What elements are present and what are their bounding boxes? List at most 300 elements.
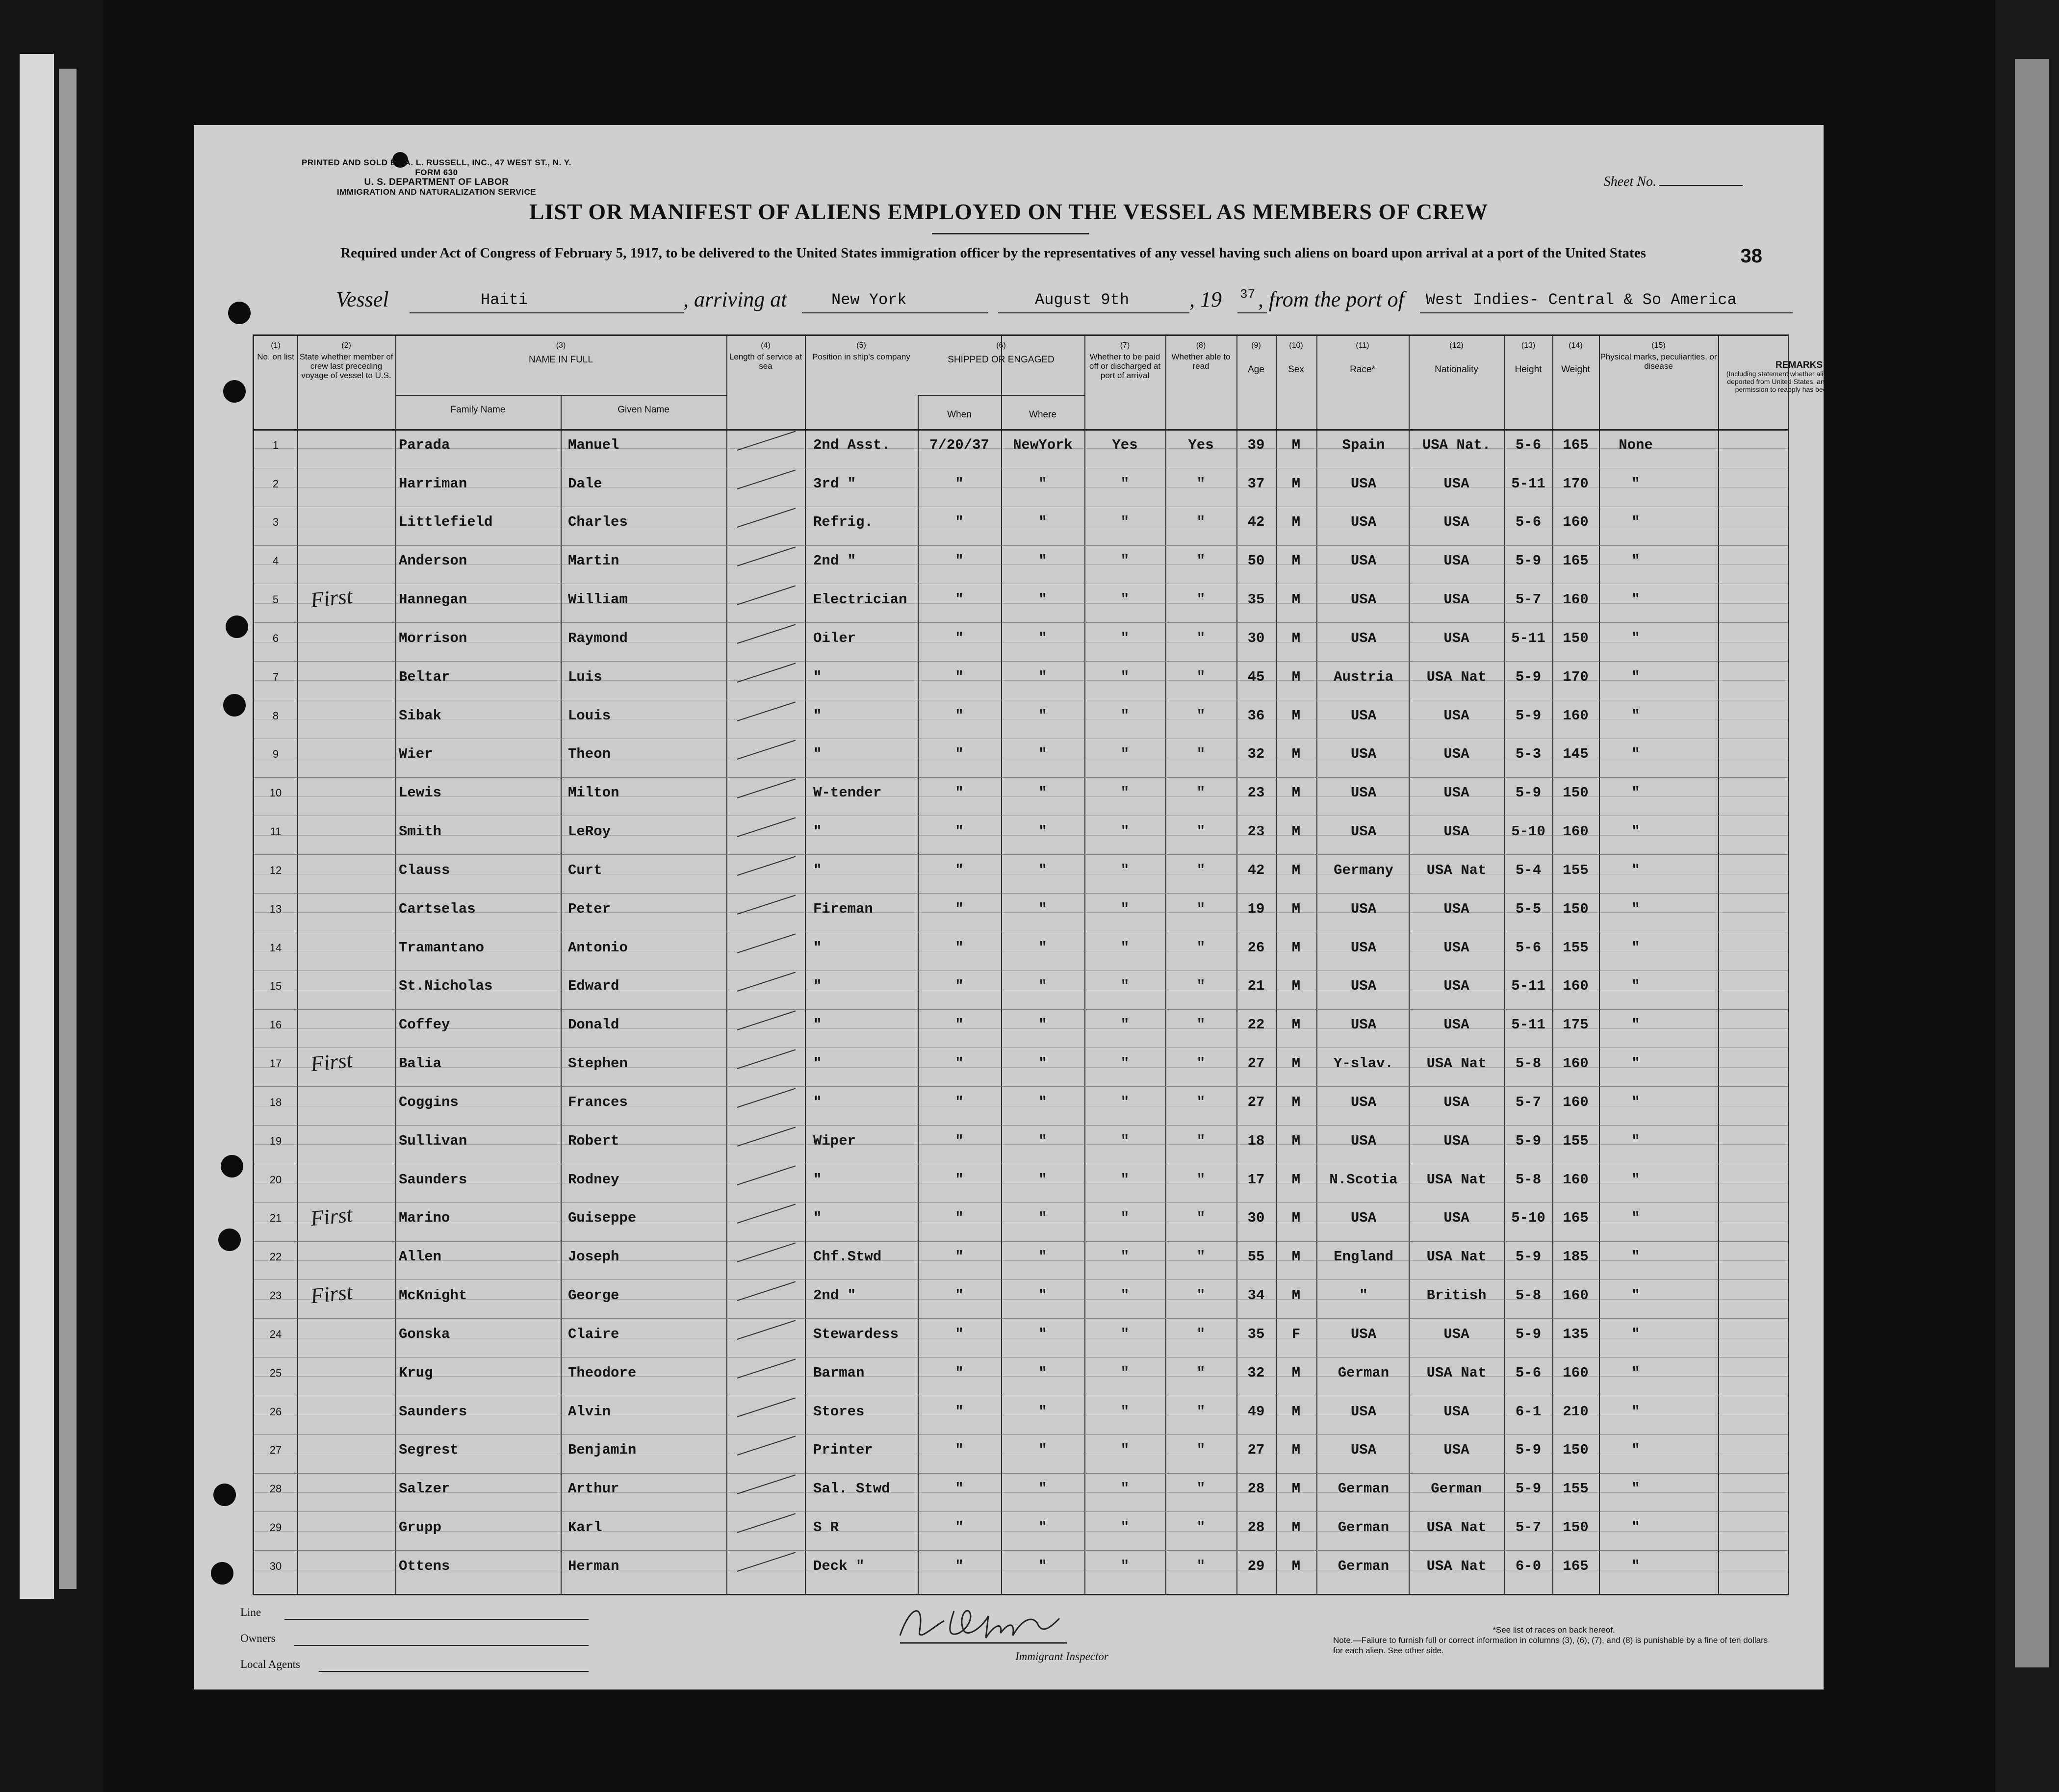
punch-hole bbox=[223, 694, 246, 717]
cell-given: Edward bbox=[568, 978, 619, 995]
cell-no: 23 bbox=[269, 1289, 282, 1302]
arriving-label: , arriving at bbox=[683, 287, 787, 311]
service-length-mark bbox=[737, 895, 796, 915]
cell-race: USA bbox=[1350, 630, 1377, 646]
cell-weight: 165 bbox=[1563, 553, 1589, 569]
cell-no: 10 bbox=[269, 787, 282, 799]
cell-weight: 160 bbox=[1563, 1287, 1589, 1304]
row-rule bbox=[254, 1125, 1788, 1126]
service-length-mark bbox=[737, 663, 796, 683]
cell-marks: " bbox=[1631, 553, 1640, 569]
cell-family: Balia bbox=[399, 1055, 442, 1072]
inspector-signature bbox=[890, 1596, 1077, 1650]
cell-paid: " bbox=[1120, 978, 1130, 995]
cell-paid: " bbox=[1120, 1326, 1130, 1342]
cell-nationality: USA bbox=[1443, 553, 1469, 569]
cell-height: 5-9 bbox=[1515, 1442, 1542, 1459]
cell-no: 30 bbox=[269, 1560, 282, 1572]
row-rule bbox=[254, 777, 1788, 778]
cell-position: " bbox=[813, 1017, 822, 1033]
line-field: Line bbox=[240, 1606, 261, 1619]
cell-marks: " bbox=[1631, 785, 1640, 801]
cell-height: 5-9 bbox=[1515, 668, 1542, 685]
cell-height: 5-9 bbox=[1515, 707, 1542, 724]
cell-when: " bbox=[955, 823, 964, 840]
cell-read: " bbox=[1196, 707, 1206, 724]
cell-paid: " bbox=[1120, 553, 1130, 569]
cell-nationality: USA Nat bbox=[1426, 1364, 1487, 1381]
service-length-mark bbox=[737, 1397, 796, 1417]
cell-read: " bbox=[1196, 1558, 1206, 1574]
cell-height: 5-7 bbox=[1515, 1094, 1542, 1110]
cell-paid: " bbox=[1120, 785, 1130, 801]
cell-weight: 155 bbox=[1563, 1481, 1589, 1497]
cell-weight: 150 bbox=[1563, 1442, 1589, 1459]
cell-race: Austria bbox=[1334, 668, 1393, 685]
cell-height: 5-6 bbox=[1515, 514, 1542, 531]
page-title: LIST OR MANIFEST OF ALIENS EMPLOYED ON THE VESSEL AS MEMBERS OF CREW bbox=[529, 199, 1489, 224]
cell-no: 7 bbox=[272, 670, 279, 683]
prior-voyage-annotation: First bbox=[309, 584, 354, 613]
cell-marks: " bbox=[1631, 1519, 1640, 1536]
cell-race: Germany bbox=[1334, 862, 1393, 878]
cell-weight: 160 bbox=[1563, 978, 1589, 995]
cell-paid: " bbox=[1120, 900, 1130, 917]
cell-when: " bbox=[955, 1094, 964, 1110]
cell-when: " bbox=[955, 1055, 964, 1072]
cell-where: " bbox=[1038, 668, 1047, 685]
cell-height: 5-10 bbox=[1511, 823, 1545, 840]
cell-marks: " bbox=[1631, 978, 1640, 995]
cell-where: " bbox=[1038, 1403, 1047, 1420]
cell-position: 2nd Asst. bbox=[813, 436, 890, 453]
cell-where: " bbox=[1038, 1519, 1047, 1536]
cell-family: Gonska bbox=[399, 1326, 450, 1342]
cell-age: 35 bbox=[1247, 1326, 1265, 1342]
arrival-year: 37 bbox=[1240, 287, 1256, 302]
cell-race: USA bbox=[1350, 1326, 1377, 1342]
row-rule bbox=[254, 893, 1788, 894]
cell-paid: " bbox=[1120, 1171, 1130, 1188]
cell-weight: 155 bbox=[1563, 862, 1589, 878]
crew-manifest-table bbox=[253, 334, 1872, 1595]
cell-read: " bbox=[1196, 978, 1206, 995]
service-length-mark bbox=[737, 547, 796, 567]
cell-family: Marino bbox=[399, 1210, 450, 1227]
subheader-family-name: Family Name bbox=[450, 405, 506, 415]
vessel-name: Haiti bbox=[481, 291, 528, 309]
cell-when: " bbox=[955, 1017, 964, 1033]
cell-paid: Yes bbox=[1112, 436, 1138, 453]
cell-no: 1 bbox=[272, 438, 279, 451]
cell-race: N.Scotia bbox=[1329, 1171, 1398, 1188]
printer-imprint bbox=[240, 158, 633, 197]
arrival-date: August 9th bbox=[1035, 291, 1130, 309]
cell-where: " bbox=[1038, 1249, 1047, 1265]
cell-when: " bbox=[955, 1210, 964, 1227]
cell-marks: " bbox=[1631, 1055, 1640, 1072]
cell-height: 5-11 bbox=[1511, 1017, 1545, 1033]
cell-marks: " bbox=[1631, 900, 1640, 917]
punch-hole bbox=[226, 615, 248, 638]
sheet-label: Sheet No. bbox=[1603, 174, 1656, 189]
cell-no: 27 bbox=[269, 1444, 282, 1457]
page-number: 38 bbox=[1740, 245, 1762, 267]
cell-given: Frances bbox=[568, 1094, 628, 1110]
cell-nationality: USA bbox=[1443, 1132, 1469, 1149]
cell-given: Luis bbox=[568, 668, 602, 685]
cell-paid: " bbox=[1120, 1558, 1130, 1574]
cell-family: Cartselas bbox=[399, 900, 476, 917]
cell-nationality: USA bbox=[1443, 823, 1469, 840]
cell-age: 35 bbox=[1247, 591, 1265, 608]
cell-read: " bbox=[1196, 1481, 1206, 1497]
cell-race: England bbox=[1334, 1249, 1393, 1265]
cell-given: George bbox=[568, 1287, 619, 1304]
cell-nationality: USA Nat. bbox=[1422, 436, 1491, 453]
cell-position: Stewardess bbox=[813, 1326, 899, 1342]
cell-family: Sibak bbox=[399, 707, 442, 724]
cell-given: Manuel bbox=[568, 436, 619, 453]
departure-port: West Indies- Central & So America bbox=[1426, 291, 1737, 309]
cell-given: Stephen bbox=[568, 1055, 628, 1072]
cell-no: 12 bbox=[269, 864, 282, 876]
cell-age: 28 bbox=[1247, 1481, 1265, 1497]
cell-no: 21 bbox=[269, 1212, 282, 1225]
cell-where: " bbox=[1038, 1364, 1047, 1381]
cell-paid: " bbox=[1120, 1287, 1130, 1304]
cell-read: " bbox=[1196, 1442, 1206, 1459]
cell-when: " bbox=[955, 1171, 964, 1188]
cell-paid: " bbox=[1120, 1481, 1130, 1497]
cell-race: USA bbox=[1350, 939, 1377, 956]
cell-given: Peter bbox=[568, 900, 611, 917]
cell-age: 42 bbox=[1247, 514, 1265, 531]
cell-position: " bbox=[813, 978, 822, 995]
cell-age: 27 bbox=[1247, 1094, 1265, 1110]
cell-where: " bbox=[1038, 862, 1047, 878]
cell-given: Benjamin bbox=[568, 1442, 637, 1459]
vessel-line bbox=[194, 287, 1824, 319]
cell-where: " bbox=[1038, 591, 1047, 608]
cell-age: 28 bbox=[1247, 1519, 1265, 1536]
cell-weight: 150 bbox=[1563, 1519, 1589, 1536]
cell-where: " bbox=[1038, 1094, 1047, 1110]
cell-height: 5-8 bbox=[1515, 1171, 1542, 1188]
cell-paid: " bbox=[1120, 823, 1130, 840]
cell-marks: " bbox=[1631, 1403, 1640, 1420]
cell-race: USA bbox=[1350, 785, 1377, 801]
cell-height: 5-9 bbox=[1515, 785, 1542, 801]
cell-weight: 160 bbox=[1563, 1171, 1589, 1188]
service-length-mark bbox=[737, 586, 796, 606]
cell-sex: M bbox=[1291, 630, 1301, 646]
cell-age: 49 bbox=[1247, 1403, 1265, 1420]
subheader-given-name: Given Name bbox=[618, 405, 669, 415]
cell-marks: " bbox=[1631, 1210, 1640, 1227]
cell-when: 7/20/37 bbox=[929, 436, 989, 453]
cell-where: " bbox=[1038, 1326, 1047, 1342]
column-header-remarks: REMARKS (Including statement whether alien ever ordered deported from United States, and if so, whether permission to reapply has been obtained.) bbox=[1726, 360, 1872, 393]
cell-weight: 145 bbox=[1563, 746, 1589, 763]
cell-marks: " bbox=[1631, 1017, 1640, 1033]
cell-read: " bbox=[1196, 630, 1206, 646]
cell-nationality: British bbox=[1426, 1287, 1487, 1304]
sheet-number bbox=[1604, 174, 1743, 190]
column-divider bbox=[297, 336, 298, 1594]
row-rule bbox=[254, 661, 1788, 662]
cell-weight: 150 bbox=[1563, 630, 1589, 646]
cell-paid: " bbox=[1120, 1094, 1130, 1110]
cell-height: 5-6 bbox=[1515, 1364, 1542, 1381]
cell-race: USA bbox=[1350, 1442, 1377, 1459]
cell-sex: M bbox=[1291, 436, 1301, 453]
cell-sex: M bbox=[1291, 591, 1301, 608]
cell-height: 6-0 bbox=[1515, 1558, 1542, 1574]
cell-no: 20 bbox=[269, 1173, 282, 1186]
column-header: (8) Whether able to read bbox=[1171, 341, 1231, 371]
service-length-mark bbox=[737, 1552, 796, 1572]
cell-given: Arthur bbox=[568, 1481, 619, 1497]
cell-paid: " bbox=[1120, 1132, 1130, 1149]
cell-sex: M bbox=[1291, 1055, 1301, 1072]
cell-marks: " bbox=[1631, 746, 1640, 763]
cell-where: " bbox=[1038, 1287, 1047, 1304]
cell-where: " bbox=[1038, 978, 1047, 995]
cell-where: " bbox=[1038, 1171, 1047, 1188]
cell-marks: " bbox=[1631, 1171, 1640, 1188]
cell-race: German bbox=[1338, 1481, 1390, 1497]
column-header: (2) State whether member of crew last preceding voyage of vessel to U.S. bbox=[299, 341, 393, 380]
cell-race: USA bbox=[1350, 1403, 1377, 1420]
cell-sex: M bbox=[1291, 1171, 1301, 1188]
cell-when: " bbox=[955, 553, 964, 569]
cell-race: Y-slav. bbox=[1334, 1055, 1393, 1072]
service-length-mark bbox=[737, 701, 796, 721]
cell-race: USA bbox=[1350, 746, 1377, 763]
cell-when: " bbox=[955, 1519, 964, 1536]
cell-sex: M bbox=[1291, 1287, 1301, 1304]
cell-read: " bbox=[1196, 939, 1206, 956]
cell-when: " bbox=[955, 1403, 964, 1420]
cell-given: Claire bbox=[568, 1326, 619, 1342]
film-edge-right bbox=[1995, 0, 2059, 1792]
cell-read: " bbox=[1196, 1132, 1206, 1149]
cell-sex: M bbox=[1291, 1210, 1301, 1227]
cell-nationality: USA bbox=[1443, 939, 1469, 956]
cell-position: Stores bbox=[813, 1403, 865, 1420]
cell-family: Wier bbox=[399, 746, 433, 763]
cell-read: " bbox=[1196, 1519, 1206, 1536]
cell-where: " bbox=[1038, 785, 1047, 801]
cell-nationality: USA bbox=[1443, 630, 1469, 646]
subheader-where: Where bbox=[1029, 410, 1056, 420]
cell-weight: 135 bbox=[1563, 1326, 1589, 1342]
cell-given: Robert bbox=[568, 1132, 619, 1149]
cell-position: Electrician bbox=[813, 591, 907, 608]
cell-given: Guiseppe bbox=[568, 1210, 637, 1227]
cell-paid: " bbox=[1120, 939, 1130, 956]
cell-age: 32 bbox=[1247, 1364, 1265, 1381]
cell-position: Sal. Stwd bbox=[813, 1481, 890, 1497]
cell-nationality: USA Nat bbox=[1426, 1055, 1487, 1072]
cell-where: " bbox=[1038, 514, 1047, 531]
column-header: (4) Length of service at sea bbox=[729, 341, 802, 371]
service-length-mark bbox=[737, 431, 796, 451]
cell-family: Saunders bbox=[399, 1403, 467, 1420]
cell-race: USA bbox=[1350, 553, 1377, 569]
arrival-port: New York bbox=[831, 291, 907, 309]
cell-height: 5-9 bbox=[1515, 1326, 1542, 1342]
cell-no: 17 bbox=[269, 1057, 282, 1070]
cell-nationality: USA bbox=[1443, 514, 1469, 531]
cell-nationality: USA Nat bbox=[1426, 1171, 1487, 1188]
cell-family: Parada bbox=[399, 436, 450, 453]
service-length-mark bbox=[737, 779, 796, 799]
cell-no: 22 bbox=[269, 1251, 282, 1263]
cell-paid: " bbox=[1120, 475, 1130, 492]
cell-marks: " bbox=[1631, 1326, 1640, 1342]
page-subtitle: Required under Act of Congress of February 5, 1917, to be delivered to the United States immigration officer by the representatives of any vessel having such aliens on board upon arrival at a port of the United States bbox=[340, 245, 1646, 261]
cell-when: " bbox=[955, 475, 964, 492]
cell-age: 17 bbox=[1247, 1171, 1265, 1188]
cell-read: " bbox=[1196, 668, 1206, 685]
title-rule bbox=[932, 233, 1089, 234]
cell-height: 5-9 bbox=[1515, 1132, 1542, 1149]
cell-paid: " bbox=[1120, 591, 1130, 608]
cell-sex: M bbox=[1291, 978, 1301, 995]
cell-age: 21 bbox=[1247, 978, 1265, 995]
cell-no: 5 bbox=[272, 593, 279, 606]
imprint-line: FORM 630 bbox=[415, 168, 458, 177]
cell-weight: 160 bbox=[1563, 514, 1589, 531]
cell-sex: M bbox=[1291, 668, 1301, 685]
cell-read: " bbox=[1196, 823, 1206, 840]
cell-no: 15 bbox=[269, 980, 282, 993]
cell-height: 5-6 bbox=[1515, 436, 1542, 453]
cell-height: 5-11 bbox=[1511, 475, 1545, 492]
cell-paid: " bbox=[1120, 514, 1130, 531]
cell-height: 5-4 bbox=[1515, 862, 1542, 878]
cell-no: 11 bbox=[270, 825, 282, 838]
punch-hole bbox=[223, 380, 246, 403]
header-divider bbox=[395, 395, 726, 396]
cell-read: " bbox=[1196, 900, 1206, 917]
cell-no: 28 bbox=[269, 1483, 282, 1495]
cell-where: " bbox=[1038, 939, 1047, 956]
cell-position: " bbox=[813, 746, 822, 763]
row-rule bbox=[254, 1086, 1788, 1087]
cell-race: German bbox=[1338, 1558, 1390, 1574]
film-edge-band bbox=[59, 69, 77, 1589]
cell-age: 39 bbox=[1247, 436, 1265, 453]
cell-when: " bbox=[955, 1558, 964, 1574]
film-edge-band bbox=[2015, 59, 2049, 1667]
cell-read: " bbox=[1196, 1171, 1206, 1188]
imprint-line: PRINTED AND SOLD BY A. L. RUSSELL, INC., 47 WEST ST., N. Y. bbox=[302, 158, 571, 167]
cell-age: 50 bbox=[1247, 553, 1265, 569]
cell-nationality: USA bbox=[1443, 1210, 1469, 1227]
cell-marks: " bbox=[1631, 707, 1640, 724]
cell-paid: " bbox=[1120, 707, 1130, 724]
cell-weight: 150 bbox=[1563, 785, 1589, 801]
cell-weight: 160 bbox=[1563, 1364, 1589, 1381]
cell-age: 42 bbox=[1247, 862, 1265, 878]
cell-height: 5-7 bbox=[1515, 1519, 1542, 1536]
cell-sex: M bbox=[1291, 1094, 1301, 1110]
service-length-mark bbox=[737, 1475, 796, 1495]
row-rule bbox=[254, 1550, 1788, 1551]
cell-family: Allen bbox=[399, 1249, 442, 1265]
cell-when: " bbox=[955, 1132, 964, 1149]
cell-paid: " bbox=[1120, 1055, 1130, 1072]
cell-family: Beltar bbox=[399, 668, 450, 685]
cell-sex: M bbox=[1291, 746, 1301, 763]
cell-no: 24 bbox=[269, 1328, 282, 1340]
cell-paid: " bbox=[1120, 668, 1130, 685]
inspector-label: Immigrant Inspector bbox=[1015, 1650, 1108, 1663]
cell-no: 3 bbox=[272, 516, 279, 529]
cell-when: " bbox=[955, 1364, 964, 1381]
cell-position: " bbox=[813, 668, 822, 685]
cell-race: USA bbox=[1350, 1017, 1377, 1033]
cell-age: 36 bbox=[1247, 707, 1265, 724]
cell-when: " bbox=[955, 1481, 964, 1497]
cell-marks: " bbox=[1631, 1249, 1640, 1265]
cell-when: " bbox=[955, 1442, 964, 1459]
column-header: (6) SHIPPED OR ENGAGED bbox=[948, 341, 1055, 365]
cell-where: " bbox=[1038, 630, 1047, 646]
cell-race: USA bbox=[1350, 591, 1377, 608]
cell-weight: 165 bbox=[1563, 436, 1589, 453]
cell-family: St.Nicholas bbox=[399, 978, 493, 995]
cell-sex: M bbox=[1291, 939, 1301, 956]
cell-family: Sullivan bbox=[399, 1132, 467, 1149]
cell-when: " bbox=[955, 1249, 964, 1265]
cell-height: 5-8 bbox=[1515, 1287, 1542, 1304]
service-length-mark bbox=[737, 818, 796, 838]
cell-age: 30 bbox=[1247, 630, 1265, 646]
cell-marks: " bbox=[1631, 591, 1640, 608]
column-header: (9) Age bbox=[1248, 341, 1264, 375]
cell-when: " bbox=[955, 514, 964, 531]
cell-nationality: USA bbox=[1443, 978, 1469, 995]
cell-given: Raymond bbox=[568, 630, 628, 646]
cell-paid: " bbox=[1120, 1210, 1130, 1227]
cell-read: " bbox=[1196, 862, 1206, 878]
cell-read: " bbox=[1196, 514, 1206, 531]
cell-given: Alvin bbox=[568, 1403, 611, 1420]
cell-nationality: USA bbox=[1443, 1094, 1469, 1110]
cell-weight: 165 bbox=[1563, 1210, 1589, 1227]
cell-sex: M bbox=[1291, 785, 1301, 801]
row-rule bbox=[254, 1511, 1788, 1512]
cell-family: Krug bbox=[399, 1364, 433, 1381]
cell-where: " bbox=[1038, 1055, 1047, 1072]
cell-race: USA bbox=[1350, 823, 1377, 840]
cell-position: 2nd " bbox=[813, 553, 856, 569]
service-length-mark bbox=[737, 1050, 796, 1070]
cell-family: McKnight bbox=[399, 1287, 467, 1304]
cell-age: 19 bbox=[1247, 900, 1265, 917]
service-length-mark bbox=[737, 469, 796, 489]
cell-paid: " bbox=[1120, 630, 1130, 646]
cell-nationality: USA bbox=[1443, 785, 1469, 801]
cell-age: 29 bbox=[1247, 1558, 1265, 1574]
cell-sex: M bbox=[1291, 900, 1301, 917]
cell-position: 2nd " bbox=[813, 1287, 856, 1304]
cell-no: 29 bbox=[269, 1521, 282, 1534]
